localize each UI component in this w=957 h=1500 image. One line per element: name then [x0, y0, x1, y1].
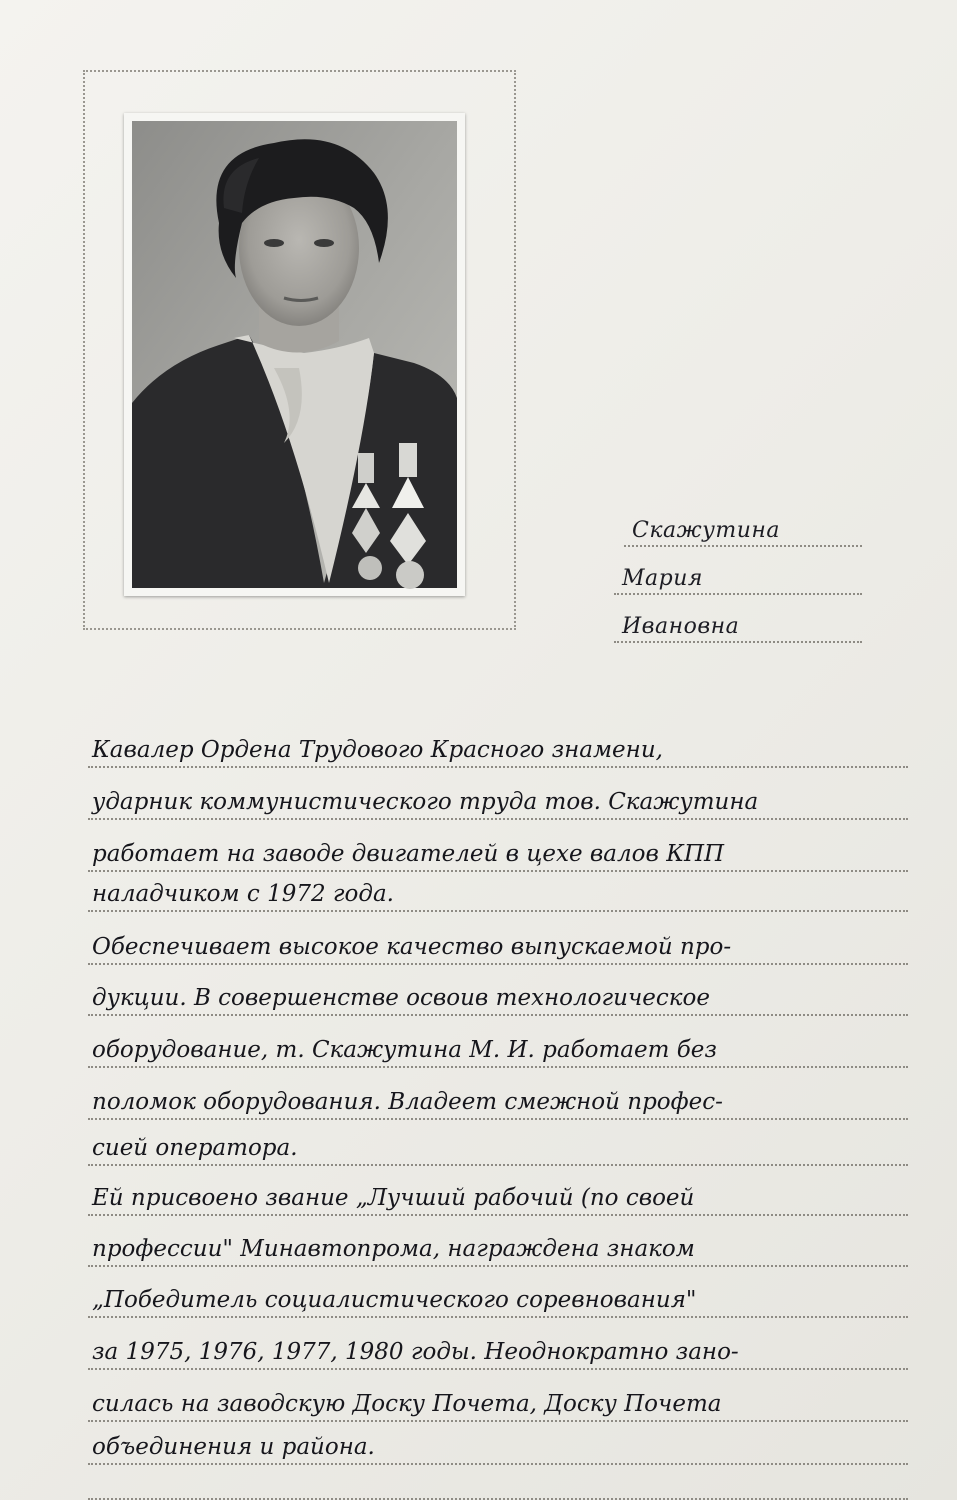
line-text: „Победитель социалистического соревнования" [92, 1287, 697, 1313]
text-line [88, 1227, 908, 1267]
text-line [88, 976, 908, 1016]
patronymic-line [614, 603, 862, 643]
text-line [88, 780, 908, 820]
surname: Скажутина [632, 518, 780, 543]
line-text: оборудование, т. Скажутина М. И. работает без [92, 1037, 717, 1063]
text-line [88, 1425, 908, 1465]
text-line [88, 832, 908, 872]
text-line [88, 1028, 908, 1068]
first-name: Мария [622, 566, 703, 591]
empty-ruled-line [88, 1460, 908, 1500]
text-line [88, 925, 908, 965]
line-text: работает на заводе двигателей в цехе валов КПП [92, 841, 725, 867]
line-text: профессии" Минавтопрома, награждена знаком [92, 1236, 695, 1262]
surname-line [624, 507, 862, 547]
text-line [88, 1382, 908, 1422]
patronymic: Ивановна [622, 614, 740, 639]
text-line [88, 1080, 908, 1120]
text-line [88, 1176, 908, 1216]
line-text: Обеспечивает высокое качество выпускаемой про- [92, 934, 732, 960]
text-line [88, 1278, 908, 1318]
text-line [88, 728, 908, 768]
text-line [88, 1126, 908, 1166]
line-text: сией оператора. [92, 1135, 298, 1161]
portrait-image [124, 113, 465, 596]
line-text: наладчиком с 1972 года. [92, 881, 394, 907]
line-text: Кавалер Ордена Трудового Красного знамени, [92, 737, 663, 763]
first-name-line [614, 555, 862, 595]
line-text: объединения и района. [92, 1434, 375, 1460]
text-line [88, 1330, 908, 1370]
line-text: Ей присвоено звание „Лучший рабочий (по своей [92, 1185, 695, 1211]
portrait-photo [124, 113, 465, 596]
line-text: ударник коммунистического труда тов. Скажутина [92, 789, 759, 815]
line-text: поломок оборудования. Владеет смежной профес- [92, 1089, 723, 1115]
text-line [88, 872, 908, 912]
line-text: дукции. В совершенстве освоив технологическое [92, 985, 710, 1011]
line-text: силась на заводскую Доску Почета, Доску Почета [92, 1391, 722, 1417]
line-text: за 1975, 1976, 1977, 1980 годы. Неоднократно зано- [92, 1339, 739, 1365]
